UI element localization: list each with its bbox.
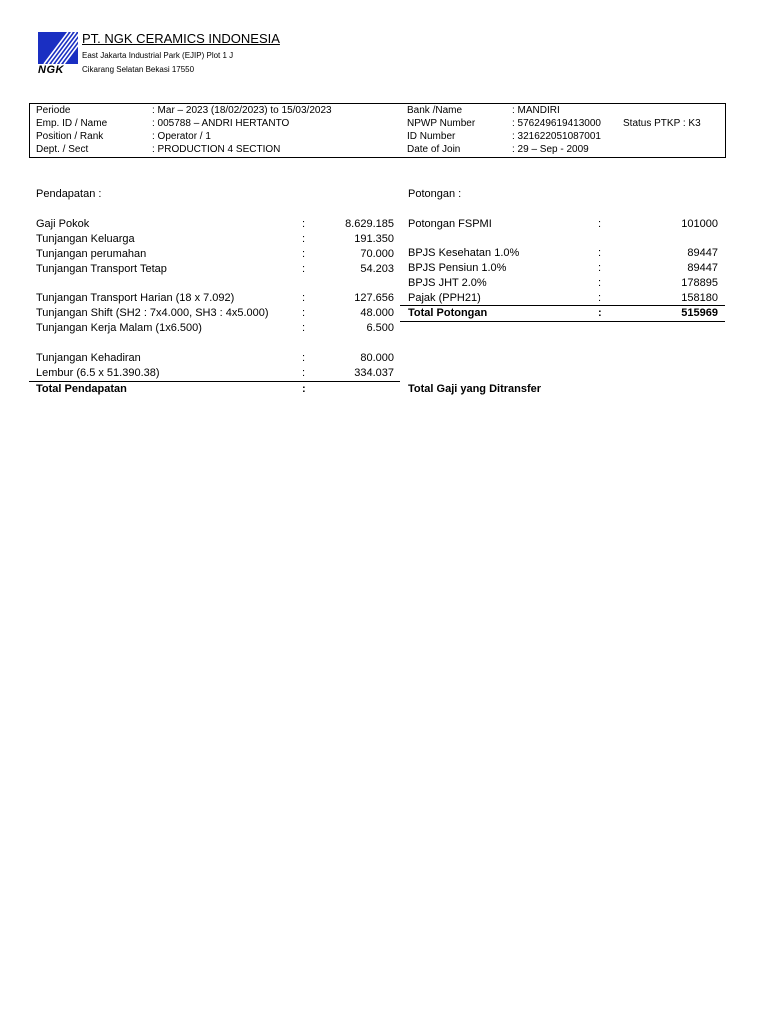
periode-value: : Mar – 2023 (18/02/2023) to 15/03/2023 bbox=[152, 105, 332, 116]
company-address-line2: Cikarang Selatan Bekasi 17550 bbox=[82, 65, 195, 74]
transfer-total-row bbox=[408, 382, 718, 397]
info-row-dept bbox=[30, 143, 725, 156]
ngk-logo bbox=[38, 28, 80, 74]
company-address-line1: East Jakarta Industrial Park (EJIP) Plot 1 J bbox=[82, 51, 234, 60]
pendapatan-heading: Pendapatan : bbox=[36, 188, 102, 200]
earning-label: Tunjangan Transport Harian (18 x 7.092) bbox=[36, 292, 235, 304]
dept-value: : PRODUCTION 4 SECTION bbox=[152, 144, 281, 155]
info-row-position bbox=[30, 130, 725, 143]
bank-label: Bank /Name bbox=[407, 105, 463, 116]
earning-row bbox=[36, 306, 394, 321]
deduction-label: BPJS Pensiun 1.0% bbox=[408, 262, 507, 274]
earning-row bbox=[36, 262, 394, 277]
deduction-value: 89447 bbox=[687, 247, 718, 259]
earning-colon: : bbox=[302, 307, 306, 319]
id-value: : 321622051087001 bbox=[512, 131, 601, 142]
earning-colon: : bbox=[302, 233, 306, 245]
deduction-label: Potongan FSPMI bbox=[408, 218, 492, 230]
earning-colon: : bbox=[302, 352, 306, 364]
deduction-value: 178895 bbox=[681, 277, 718, 289]
id-label: ID Number bbox=[407, 131, 456, 142]
total-transfer-label: Total Gaji yang Ditransfer bbox=[408, 383, 542, 395]
earning-label: Lembur (6.5 x 51.390.38) bbox=[36, 367, 160, 379]
earning-row bbox=[36, 232, 394, 247]
company-name: PT. NGK CERAMICS INDONESIA bbox=[82, 31, 280, 46]
deduction-label: BPJS JHT 2.0% bbox=[408, 277, 487, 289]
logo-text: NGK bbox=[38, 64, 64, 76]
earning-colon: : bbox=[302, 263, 306, 275]
deduction-value: 158180 bbox=[681, 292, 718, 304]
total-potongan-colon: : bbox=[598, 307, 602, 319]
earning-label: Tunjangan Kerja Malam (1x6.500) bbox=[36, 322, 202, 334]
earnings-total-row bbox=[36, 382, 394, 397]
earning-label: Tunjangan Shift (SH2 : 7x4.000, SH3 : 4x5.000) bbox=[36, 307, 269, 319]
deduction-colon: : bbox=[598, 247, 602, 259]
earning-row bbox=[36, 351, 394, 366]
deduction-label: BPJS Kesehatan 1.0% bbox=[408, 247, 520, 259]
earning-value: 127.656 bbox=[354, 292, 394, 304]
spark-plug-stripes-icon bbox=[38, 32, 78, 64]
join-value: : 29 – Sep - 2009 bbox=[512, 144, 589, 155]
potongan-heading: Potongan : bbox=[408, 188, 462, 200]
earning-colon: : bbox=[302, 248, 306, 260]
earning-value: 48.000 bbox=[360, 307, 394, 319]
deduction-value: 89447 bbox=[687, 262, 718, 274]
deduction-row bbox=[408, 246, 718, 261]
dept-label: Dept. / Sect bbox=[36, 144, 89, 155]
earning-value: 80.000 bbox=[360, 352, 394, 364]
bank-value: : MANDIRI bbox=[512, 105, 560, 116]
deduction-value: 101000 bbox=[681, 218, 718, 230]
earning-value: 8.629.185 bbox=[345, 218, 394, 230]
earning-colon: : bbox=[302, 292, 306, 304]
total-pendapatan-colon: : bbox=[302, 383, 306, 395]
earning-label: Tunjangan Keluarga bbox=[36, 233, 135, 245]
deduction-colon: : bbox=[598, 277, 602, 289]
deduction-colon: : bbox=[598, 218, 602, 230]
deduction-row bbox=[408, 261, 718, 276]
ngk-logo-mark bbox=[38, 32, 78, 64]
npwp-label: NPWP Number bbox=[407, 118, 476, 129]
earning-row bbox=[36, 366, 394, 381]
earning-row bbox=[36, 321, 394, 336]
earning-label: Tunjangan Kehadiran bbox=[36, 352, 141, 364]
periode-label: Periode bbox=[36, 105, 71, 116]
earning-colon: : bbox=[302, 367, 306, 379]
earning-value: 6.500 bbox=[366, 322, 394, 334]
earning-row bbox=[36, 217, 394, 232]
emp-label: Emp. ID / Name bbox=[36, 118, 108, 129]
employee-info-box bbox=[29, 103, 726, 158]
deduction-label: Pajak (PPH21) bbox=[408, 292, 481, 304]
earning-label: Gaji Pokok bbox=[36, 218, 90, 230]
info-row-periode bbox=[30, 104, 725, 117]
earning-row bbox=[36, 247, 394, 262]
npwp-value: : 576249619413000 bbox=[512, 118, 601, 129]
position-value: : Operator / 1 bbox=[152, 131, 211, 142]
join-label: Date of Join bbox=[407, 144, 461, 155]
earning-value: 54.203 bbox=[360, 263, 394, 275]
total-potongan-value: 515969 bbox=[681, 307, 718, 319]
earning-value: 70.000 bbox=[360, 248, 394, 260]
total-potongan-label: Total Potongan bbox=[408, 307, 488, 319]
deductions-bottom-divider bbox=[400, 321, 725, 322]
earning-value: 191.350 bbox=[354, 233, 394, 245]
deduction-colon: : bbox=[598, 292, 602, 304]
earning-value: 334.037 bbox=[354, 367, 394, 379]
earning-colon: : bbox=[302, 322, 306, 334]
deduction-row bbox=[408, 276, 718, 291]
deductions-total-row bbox=[408, 306, 718, 321]
total-pendapatan-label: Total Pendapatan bbox=[36, 383, 127, 395]
position-label: Position / Rank bbox=[36, 131, 104, 142]
earning-label: Tunjangan Transport Tetap bbox=[36, 263, 167, 275]
info-row-emp bbox=[30, 117, 725, 130]
status-ptkp: Status PTKP : K3 bbox=[623, 118, 701, 129]
deduction-row bbox=[408, 217, 718, 232]
emp-value: : 005788 – ANDRI HERTANTO bbox=[152, 118, 290, 129]
deduction-row bbox=[408, 291, 718, 306]
earning-row bbox=[36, 291, 394, 306]
earning-label: Tunjangan perumahan bbox=[36, 248, 147, 260]
earning-colon: : bbox=[302, 218, 306, 230]
deduction-colon: : bbox=[598, 262, 602, 274]
